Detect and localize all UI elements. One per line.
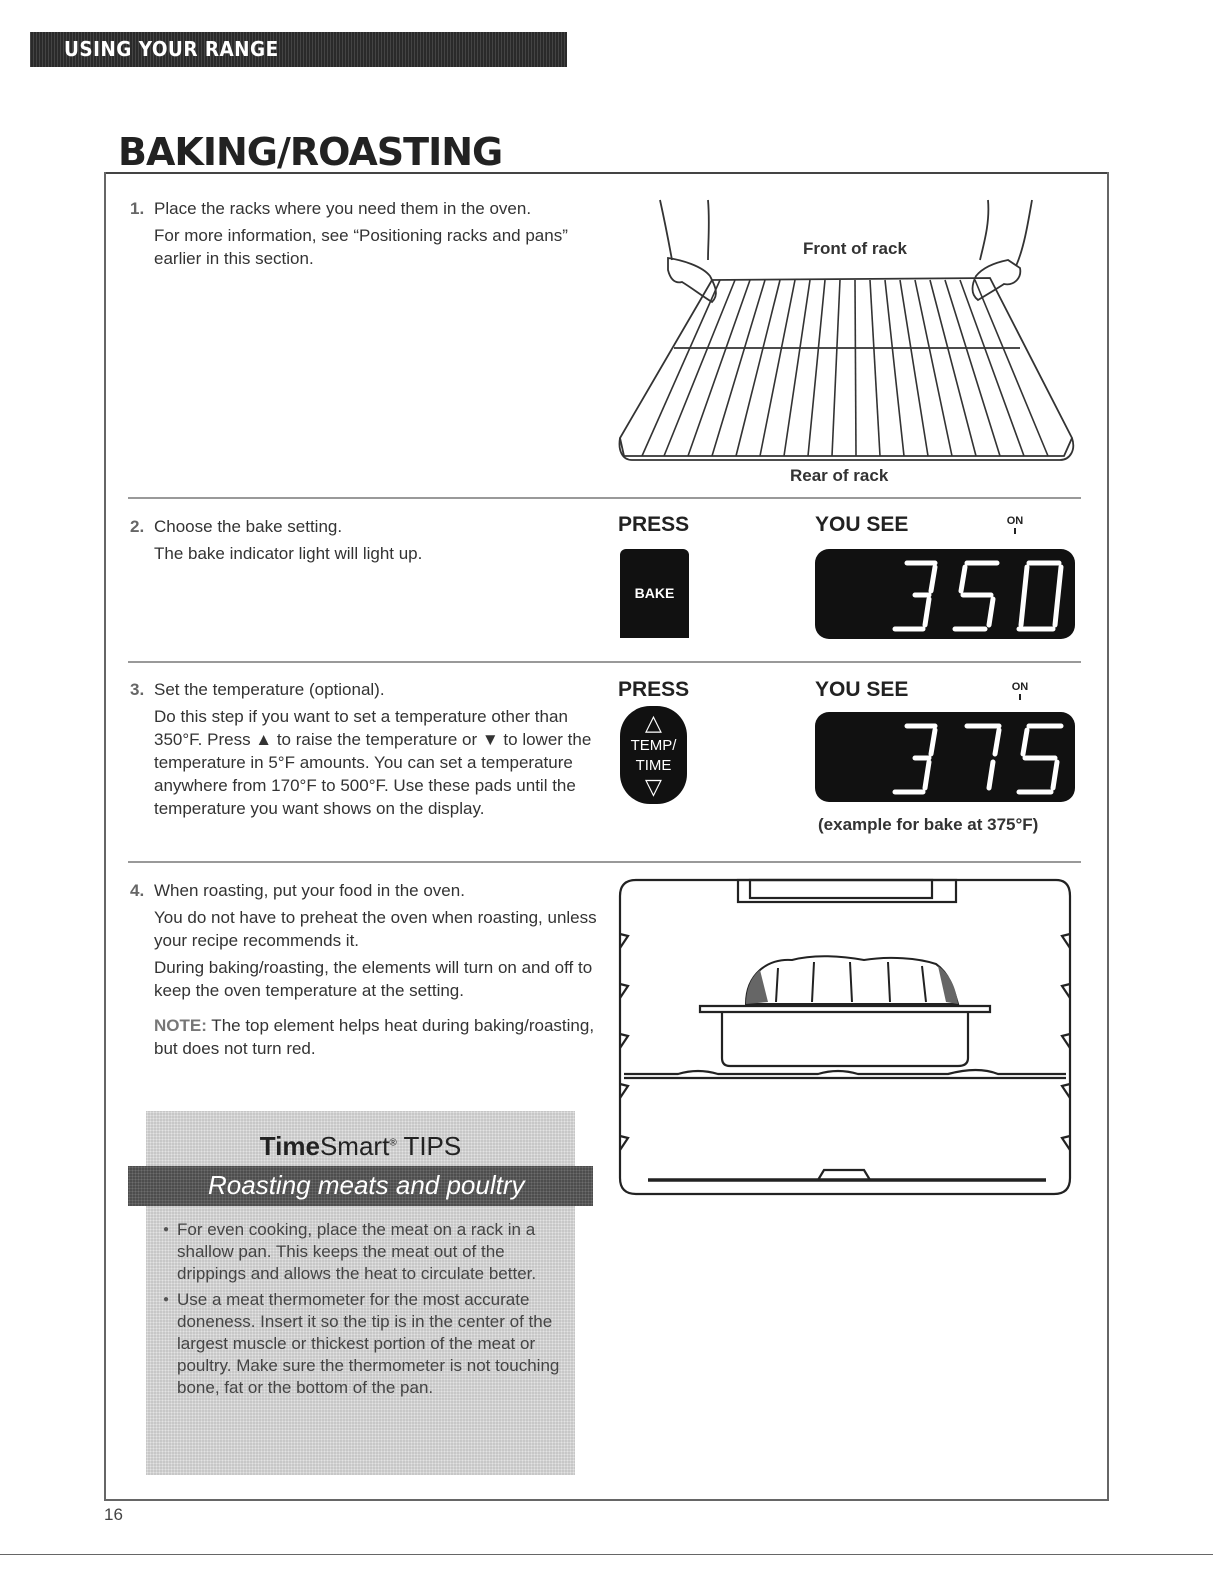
step-2-main-text: Choose the bake setting. — [154, 517, 343, 536]
step-4 — [130, 879, 600, 1064]
tips-subtitle-band — [128, 1166, 593, 1206]
step-4-number: 4. — [130, 881, 145, 900]
tip-item: ● Use a meat thermometer for the most accurate doneness. Insert it so the tip is in the center of the largest muscle or thickest portion of the meat or poultry. Make sure the thermometer is not touching bone, fat or the bottom of the pan. — [165, 1289, 565, 1399]
rear-of-rack-label: Rear of rack — [790, 466, 889, 485]
divider-2 — [128, 661, 1081, 663]
step-2-number: 2. — [130, 517, 145, 536]
front-of-rack-label: Front of rack — [803, 239, 907, 258]
page-number: 16 — [104, 1505, 123, 1524]
step-2-on-indicator — [1005, 516, 1025, 534]
note-label: NOTE: — [154, 1016, 207, 1035]
step-1-number: 1. — [130, 199, 145, 218]
temp-time-button[interactable] — [620, 706, 687, 804]
tips-registered-mark: ® — [389, 1137, 397, 1149]
step-4-detail-text-1: You do not have to preheat the oven when roasting, unless your recipe recommends it. — [154, 908, 597, 950]
step-3-you-see-heading: YOU SEE — [815, 678, 909, 701]
step-1 — [130, 197, 600, 274]
step-4-detail-text-2: During baking/roasting, the elements will turn on and off to keep the oven temperature at the setting. — [154, 958, 593, 1000]
frame-left-rule — [104, 172, 106, 1501]
divider-1 — [128, 497, 1081, 499]
step-4-note — [154, 1014, 600, 1060]
step-3-detail-text: Do this step if you want to set a temperature other than 350°F. Press ▲ to raise the temperature or ▼ to lower the temperature in 5°F amounts. You can set a temperature anywhere from 170°F to 500°F. Use these pads until the temperature you want shows on the display. — [154, 707, 592, 818]
oven-cavity-illustration — [618, 878, 1074, 1196]
step-3-on-tick — [1019, 694, 1021, 700]
temp-key-label-line-2: TIME — [635, 757, 672, 774]
tips-list — [165, 1219, 565, 1403]
step-2-on-text: ON — [1006, 515, 1024, 527]
step-3-main-text: Set the temperature (optional). — [154, 680, 385, 699]
frame-top-rule — [104, 172, 1109, 174]
bake-button-label: BAKE — [634, 585, 675, 601]
step-3-display — [815, 712, 1075, 802]
bake-button[interactable] — [620, 549, 689, 638]
step-2-display — [815, 549, 1075, 639]
tip-item: ● For even cooking, place the meat on a rack in a shallow pan. This keeps the meat out of the drippings and allows the heat to circulate better. — [165, 1219, 565, 1285]
step-4-main-text: When roasting, put your food in the oven. — [154, 881, 465, 900]
page-title: BAKING/ROASTING — [118, 130, 503, 174]
tips-word: TIPS — [396, 1131, 462, 1161]
step-3-number: 3. — [130, 680, 145, 699]
section-header-text: USING YOUR RANGE — [64, 37, 279, 61]
temp-up-arrow-icon[interactable]: △ — [645, 710, 662, 735]
tips-brand-bold: Time — [259, 1131, 320, 1161]
step-3-press-heading: PRESS — [618, 678, 690, 701]
tips-brand-rest: Smart — [319, 1131, 390, 1161]
note-text: The top element helps heat during baking/roasting, but does not turn red. — [154, 1016, 595, 1058]
display-digits-350 — [815, 549, 1075, 639]
step-2-press-heading: PRESS — [618, 513, 690, 536]
temp-down-arrow-icon[interactable]: ▽ — [645, 774, 662, 799]
divider-3 — [128, 861, 1081, 863]
tips-subtitle: Roasting meats and poultry — [208, 1170, 525, 1200]
step-2-on-tick — [1014, 528, 1016, 534]
section-header-bar — [30, 32, 567, 67]
step-2-you-see-heading: YOU SEE — [815, 513, 909, 536]
temp-key-label-line-1: TEMP/ — [630, 737, 677, 754]
step-2 — [130, 515, 600, 569]
display-caption: (example for bake at 375°F) — [818, 815, 1039, 834]
step-1-detail-text: For more information, see “Positioning racks and pans” earlier in this section. — [154, 226, 568, 268]
step-3-on-text: ON — [1011, 681, 1029, 693]
step-3-on-indicator — [1010, 682, 1030, 700]
step-2-detail-text: The bake indicator light will light up. — [154, 544, 423, 563]
step-1-main-text: Place the racks where you need them in the oven. — [154, 199, 532, 218]
frame-right-rule — [1107, 172, 1109, 1501]
page-bottom-rule — [0, 1554, 1213, 1555]
frame-bottom-rule — [104, 1499, 1109, 1501]
step-3 — [130, 678, 600, 824]
display-digits-375 — [815, 712, 1075, 802]
tips-title — [146, 1131, 575, 1162]
